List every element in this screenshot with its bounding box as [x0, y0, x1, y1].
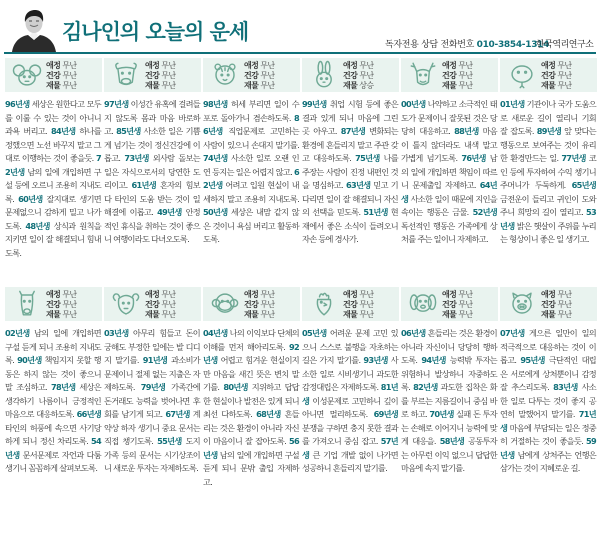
rating-love [244, 290, 300, 300]
birth-year: 93년생 [363, 355, 388, 365]
fortune-sentence: 혼자의 힘보다 타인의 도움 받는 것이 일 해결에 이롭고. [104, 180, 200, 217]
rating-label: 재물 [244, 310, 259, 319]
zodiac-badge [401, 287, 498, 321]
birth-year: 07년생 [500, 328, 525, 338]
fortune-sentence: 나약하고 소극적인 태도가 문제이니 잘못된 것은 당당히 대응하고. [401, 99, 497, 136]
birth-year: 83년생 [553, 382, 578, 392]
rating-label: 애정 [145, 290, 160, 299]
rating-value: 무난 [557, 290, 572, 299]
header-rule [4, 52, 596, 54]
fortune-text [104, 98, 200, 247]
fortune-sentence: 어렵고 힘겨운 현실이지만 마음을 새긴 뜻은 변치 말기를. [203, 355, 299, 392]
birth-year: 06년생 [401, 328, 426, 338]
fortune-sentence: 나의 이익보다 단체의 이해를 먼저 해아리도록. [203, 328, 299, 352]
zodiac-card [104, 287, 201, 527]
fortune-sentence: 사소한 일로 오랜 인연 등지는 일은 어렵지 않고. [203, 153, 299, 177]
rating-label: 건강 [541, 71, 556, 80]
rating-love [145, 61, 201, 71]
fortune-sentence: 남에게 상처주는 언행은 삼가는 것이 지혜로운 길. [500, 449, 596, 473]
zodiac-badge [5, 287, 102, 321]
fortune-sentence: 계약상 하자 생기니 중요 문서는 직접 챙기도록. [104, 409, 200, 446]
fortune-text [203, 98, 299, 247]
rating-value: 무난 [161, 290, 176, 299]
rating-health [541, 300, 597, 310]
fortune-sentence: 이성문제로 고민하니 깊이 아니면 멀리하도록. [302, 395, 398, 419]
fortune-sentence: 타인의 허풍에 속으면 사기당하게 되니 정신 차리도록. [5, 422, 101, 446]
rating-love [541, 61, 597, 71]
rating-label: 재물 [541, 310, 556, 319]
fortune-sentence: 사소한 일은 기쁨게 넘기는 것이 정신건강에 이롭고. [104, 126, 201, 163]
fortune-ratings [343, 61, 399, 91]
birth-year: 53년생 [500, 207, 596, 231]
birth-year: 56년생 [203, 436, 299, 460]
rating-value: 무난 [260, 300, 275, 309]
fortune-sentence: 공동투자는 아무런 이익 없으니 답답한 마음에 속지 말기를. [401, 436, 497, 473]
rating-value: 무난 [260, 61, 275, 70]
rating-label: 건강 [244, 71, 259, 80]
zodiac-card [203, 287, 300, 527]
rating-value: 무난 [458, 300, 473, 309]
fortune-sentence: 이성간 유혹에 걸려들지 않도록 몸과 마음 바로하고. [104, 99, 200, 136]
birth-year: 80년생 [223, 382, 248, 392]
sheep-icon [108, 288, 144, 320]
fortune-ratings [145, 61, 201, 91]
hotline [385, 37, 549, 50]
birth-year: 97년생 [104, 99, 129, 109]
rating-label: 애정 [343, 61, 358, 70]
birth-year: 73년생 [124, 153, 149, 163]
rating-value: 무난 [161, 81, 176, 90]
rating-value: 무난 [260, 81, 275, 90]
rating-love [145, 290, 201, 300]
birth-year: 81년생 [302, 382, 398, 406]
rating-value: 무난 [557, 300, 572, 309]
rating-label: 애정 [442, 61, 457, 70]
fortune-sentence: 나를 주장는 사람이 진정 내편인 것을 명심하고. [302, 153, 398, 190]
fortune-ratings [145, 290, 201, 320]
rating-value: 무난 [62, 61, 77, 70]
fortune-sentence: 안정적인 휴식을 취하는 것이 좋으니 여행이라도 다녀오도록. [104, 207, 200, 244]
rating-money [46, 310, 102, 320]
rat-icon [9, 59, 45, 91]
fortune-text [500, 98, 596, 247]
fortune-sentence: 상식과 원칙을 지키면 일이 잘 해결되니 힘내도록. [5, 220, 101, 258]
fortune-ratings [46, 61, 102, 91]
horse-icon [9, 288, 45, 320]
dragon-icon [405, 59, 441, 91]
zodiac-badge [302, 58, 399, 92]
rating-money [46, 81, 102, 91]
birth-year: 70년생 [429, 409, 454, 419]
birth-year: 85년생 [116, 126, 141, 136]
fortune-sentence: 지위하고 답답한 현실이나 발전은 있게 되니 최선 다하도록. [203, 382, 299, 419]
birth-year: 74년생 [203, 153, 228, 163]
fortune-text [104, 327, 200, 476]
rating-health [442, 300, 498, 310]
fortune-sentence: 사소한 일이 때문에 지인을 속이는 행동은 금물. [401, 193, 497, 217]
zodiac-card [500, 58, 597, 284]
zodiac-badge [203, 287, 300, 321]
rating-label: 재물 [343, 81, 358, 90]
zodiac-badge [203, 58, 300, 92]
hotline-label: 독자전용 상담 전화번호 [385, 40, 475, 50]
fortune-sentence: 세상은 내맘 같지 않은 것이니 욕심 버리고 활동하도록. [203, 207, 299, 244]
fortune-sentence: 앞 맞다는 행동으로 보여주는 것이 유리한 환경만드는 일. [500, 126, 596, 163]
fortune-sentence: 분쟁을 구하면 충지 못한 결과를 가져오니 중심 잡고. [302, 422, 398, 446]
monkey-icon [207, 288, 243, 320]
birth-year: 89년생 [536, 126, 562, 136]
fortune-sentence: 사소한 일로 다투는 것이 좋지 공연히 말했어지 말기를. [500, 382, 596, 419]
rating-label: 애정 [244, 61, 259, 70]
birth-year: 84년생 [50, 126, 76, 136]
birth-year: 72년생 [5, 153, 101, 177]
rating-value: 무난 [557, 61, 572, 70]
rating-value: 무난 [458, 71, 473, 80]
fortune-sentence: 아무리 힘들고 돈이 궁해도 부정한 일에는 발 디디지 말기를. [104, 328, 200, 365]
fortune-ratings [442, 61, 498, 91]
rating-money [343, 310, 399, 320]
rating-health [343, 71, 399, 81]
fortune-sentence: 능력밖 투자는 위험하니 발상하니 자중하도록. [401, 355, 497, 392]
rating-money [442, 310, 498, 320]
birth-year: 04년생 [203, 328, 228, 338]
rating-label: 애정 [442, 290, 457, 299]
zodiac-badge [401, 58, 498, 92]
fortune-sentence: 게으른 일만이 일의 적극적으로 대응하는 것이 이롭고. [500, 328, 596, 365]
rating-value: 무난 [359, 61, 374, 70]
dog-icon [405, 288, 441, 320]
zodiac-card [104, 58, 201, 284]
rating-value: 무난 [458, 310, 473, 319]
fortune-sentence: 금전운이 들리고 귀인이 도와주니 희망의 길이 열리고. [500, 193, 596, 217]
fortune-sentence: 과소비가 문제이니 절제 없는 지출은 자제하도록. [104, 355, 200, 392]
fortune-sentence: 남의 일에 개입하면 책임이 따르니 문제출입 자제하고. [401, 153, 497, 190]
rating-health [244, 71, 300, 81]
rating-label: 재물 [46, 81, 61, 90]
zodiac-card [302, 287, 399, 527]
zodiac-card [500, 287, 597, 527]
birth-year: 01년생 [500, 99, 525, 109]
fortune-ratings [541, 290, 597, 320]
fortune-sentence: 세상은 생각하기 나름이니 긍정적인 마음으로 대응하도록. [5, 382, 101, 419]
birth-year: 75년생 [355, 153, 380, 163]
rating-label: 건강 [244, 300, 259, 309]
tiger-icon [207, 59, 243, 91]
fortune-sentence: 직업문제로 고민하는 사람이 있으니 손대지 말기를. [203, 126, 299, 150]
fortune-sentence: 실패 돈 투자는 손해로 이어지니 능력에 맞게 대응을. [401, 409, 497, 446]
fortune-ratings [244, 290, 300, 320]
birth-year: 71년생 [500, 409, 596, 433]
zodiac-card [401, 58, 498, 284]
rating-love [343, 61, 399, 71]
fortune-sentence: 어려고 입원 현실이 내세하지 말고 조용히 지내도록. [203, 180, 299, 204]
rating-love [46, 290, 102, 300]
rating-health [244, 300, 300, 310]
fortune-ratings [244, 61, 300, 91]
rating-health [442, 71, 498, 81]
birth-year: 54년생 [5, 436, 101, 460]
birth-year: 91년생 [142, 355, 168, 365]
birth-year: 77년생 [561, 153, 586, 163]
rating-label: 건강 [442, 71, 457, 80]
page-header [0, 0, 600, 56]
birth-year: 95년생 [520, 355, 545, 365]
rating-value: 상승 [359, 81, 374, 90]
rating-value: 무난 [557, 310, 572, 319]
rating-value: 무난 [260, 290, 275, 299]
birth-year: 76년생 [461, 153, 486, 163]
birth-year: 59년생 [500, 436, 596, 460]
birth-year: 90년생 [17, 355, 42, 365]
rating-value: 무난 [161, 61, 176, 70]
birth-year: 02년생 [5, 328, 30, 338]
fortune-sentence: 밝은 햇살이 주위를 누리는 형상이니 좋은 일 생기고. [500, 220, 596, 244]
rating-value: 무난 [260, 71, 275, 80]
birth-year: 78년생 [50, 382, 76, 392]
zodiac-badge [302, 287, 399, 321]
zodiac-card [5, 58, 102, 284]
fortune-text [401, 98, 497, 247]
birth-year: 48년생 [25, 220, 50, 231]
birth-year: 55년생 [157, 436, 182, 446]
birth-year: 00년생 [401, 99, 426, 109]
fortune-sentence: 남의 일에 개입하면 구설 듣게 되니 문밖 출입 자제하고. [203, 449, 299, 487]
rating-label: 재물 [442, 310, 457, 319]
fortune-sentence: 도지 가족 등의 문서는 시기상조이니 새로운 투자는 자제하도록. [104, 436, 200, 473]
rooster-icon [306, 288, 342, 320]
rating-label: 건강 [343, 71, 358, 80]
rating-label: 건강 [145, 71, 160, 80]
birth-year: 87년생 [340, 126, 366, 136]
zodiac-badge [104, 58, 201, 92]
fortune-text [302, 98, 398, 247]
fortune-text [203, 327, 299, 489]
rating-money [145, 81, 201, 91]
fortune-sentence: 마음에 부담되는 일은 정중히 거절하는 것이 좋을듯. [500, 422, 596, 446]
fortune-text [500, 327, 596, 476]
rating-value: 무난 [62, 310, 77, 319]
rating-value: 무난 [359, 310, 374, 319]
organization-name: 한국역리연구소 [536, 40, 594, 50]
rating-value: 무난 [161, 310, 176, 319]
fortune-sentence: 잘지대로 생기면 문제없으니 감하게 밀고 나가도록. [5, 193, 101, 231]
fortune-text [5, 98, 101, 260]
rating-value: 무난 [62, 300, 77, 309]
fortune-sentence: 큰 기업 개발 없이 나가면 성공하니 흔들리지 말기를. [302, 449, 398, 473]
rating-label: 재물 [145, 81, 160, 90]
rating-money [541, 310, 597, 320]
rating-health [145, 71, 201, 81]
fortune-text [401, 327, 497, 476]
rating-label: 애정 [343, 290, 358, 299]
birth-year: 58년생 [439, 436, 465, 446]
rating-label: 건강 [145, 300, 160, 309]
zodiac-card [401, 287, 498, 527]
rating-label: 재물 [442, 81, 457, 90]
fortune-sentence: 하나를 정했으면 노선 바꾸지 말고 그대로 이행하는 것이 좋을듯. [5, 126, 101, 163]
author-portrait [8, 6, 60, 52]
rating-money [145, 310, 201, 320]
rating-value: 무난 [62, 71, 77, 80]
rating-health [46, 71, 102, 81]
birth-year: 88년생 [454, 126, 479, 136]
rating-health [145, 300, 201, 310]
birth-year: 05년생 [302, 328, 327, 338]
rating-label: 애정 [541, 61, 556, 70]
rating-value: 무난 [62, 81, 77, 90]
rating-label: 건강 [343, 300, 358, 309]
rating-money [244, 81, 300, 91]
fortune-sentence: 외사람 돌보는 일은 자식으로서의 당연한 도리이고. [104, 153, 200, 190]
fortune-sentence: 과도한 집착은 화를 부르는 지름길이니 중심 바로 하고. [401, 382, 498, 419]
zodiac-badge [500, 287, 597, 321]
snake-icon [504, 59, 540, 91]
birth-year: 82년생 [413, 382, 438, 392]
birth-year: 96년생 [5, 99, 30, 109]
rating-love [244, 61, 300, 71]
rating-value: 무난 [359, 290, 374, 299]
fortune-sentence: 책임지지 못할 행동은 하지 않는 것이 좋으니 말 조심하고. [5, 355, 102, 392]
fortune-sentence: 현재에서 좋은 소식이 들려오니 자손 등에 경사가. [302, 207, 398, 244]
rating-value: 무난 [557, 81, 572, 90]
fortune-sentence: 사소한 일로 시비생기니 과도한 감정대립은 자제하도록. [302, 355, 398, 392]
rating-label: 건강 [46, 71, 61, 80]
birth-year: 66년생 [76, 409, 101, 419]
pig-icon [504, 288, 540, 320]
rating-love [343, 290, 399, 300]
fortune-ratings [46, 290, 102, 320]
zodiac-card [203, 58, 300, 284]
birth-year: 52년생 [472, 207, 497, 217]
fortune-sentence: 어려운 문제 고민 있으니 스스로 불행을 자초하는 길은 가지 말기를. [302, 328, 398, 365]
rating-value: 무난 [557, 71, 572, 80]
fortune-sentence: 가족간에 돈거래도 능력을 벗어나면 후회를 남기게 되고. [104, 382, 200, 419]
birth-year: 79년생 [140, 382, 166, 392]
rating-label: 애정 [46, 61, 61, 70]
rating-love [442, 61, 498, 71]
fortune-sentence: 기관이나 국가 도움으로 새로운 길이 열리니 기회 잘 잡도록. [500, 99, 596, 136]
rating-health [46, 300, 102, 310]
birth-year: 65년생 [571, 180, 596, 190]
rating-value: 무난 [260, 310, 275, 319]
page-title: 김나인의 오늘의 운세 [62, 20, 249, 44]
rabbit-icon [306, 59, 342, 91]
rating-label: 건강 [46, 300, 61, 309]
birth-year: 57년생 [302, 436, 398, 460]
birth-year: 62년생 [203, 166, 299, 190]
birth-year: 92년생 [203, 341, 299, 365]
fortune-ratings [541, 61, 597, 91]
fortune-sentence: 마음이 틀지 않더라도 내색 말고 가볍게 넘기도록. [401, 126, 497, 163]
birth-year: 98년생 [203, 99, 228, 109]
rating-label: 애정 [46, 290, 61, 299]
rating-label: 재물 [145, 310, 160, 319]
rating-value: 무난 [359, 71, 374, 80]
birth-year: 60년생 [18, 193, 43, 204]
hotline-number: 010-3854-1314 [476, 40, 550, 50]
rating-value: 무난 [458, 290, 473, 299]
fortune-text [5, 327, 101, 476]
fortune-sentence: 남의 일에 개입하면 구설 듣게 되니 조용히 지내도록. [5, 328, 101, 365]
fortune-sentence: 흔들리는 것은 환경이 아니라 자신이 마음이니 잘 잡아도록. [203, 409, 299, 446]
fortune-sentence: 극단적인 대립은 서로에게 상처뿐이니 감정 잘 추스리도록. [500, 355, 596, 392]
rating-love [442, 290, 498, 300]
rating-value: 무난 [458, 61, 473, 70]
fortune-ratings [442, 290, 498, 320]
fortune-sentence: 흔들리는 것은 환경이 아니라 자신이니 당당히 행하도록. [401, 328, 497, 365]
fortune-sentence: 믿고 기다리면 일이 잘 해결되니 자신의 선택을 믿도록. [302, 180, 398, 217]
fortune-sentence: 독선적인 행동은 가족에게 상처를 주는 일이니 자제하고. [401, 220, 497, 244]
fortune-sentence: 변화되는 환경에 흔들리지 말고 주관 갖고 대응하도록. [302, 126, 398, 163]
birth-year: 50년생 [203, 207, 228, 217]
zodiac-card [5, 287, 102, 527]
rating-value: 무난 [161, 71, 176, 80]
birth-year: 03년생 [104, 328, 129, 338]
rating-value: 무난 [359, 300, 374, 309]
birth-year: 64년생 [401, 180, 497, 204]
birth-year: 99년생 [302, 99, 327, 109]
rating-label: 애정 [145, 61, 160, 70]
rating-money [244, 310, 300, 320]
rating-value: 무난 [458, 81, 473, 90]
rating-love [46, 61, 102, 71]
rating-label: 재물 [343, 310, 358, 319]
fortune-sentence: 취업 시험 등에 좋은 결과 있게 되니 마음에 그린 곳 아우고. [302, 99, 398, 136]
fortune-text [302, 327, 398, 476]
rating-love [541, 290, 597, 300]
rating-money [442, 81, 498, 91]
birth-year: 86년생 [203, 112, 299, 136]
rating-money [541, 81, 597, 91]
fortune-sentence: 세상은 원한다고 모두를 이룰 수 있는 것이 아니니 과욕 버리고. [5, 99, 101, 136]
rating-label: 건강 [541, 300, 556, 309]
zodiac-badge [5, 58, 102, 92]
birth-year: 67년생 [165, 409, 190, 419]
zodiac-badge [104, 287, 201, 321]
fortune-sentence: 허세 부리면 일이 수포로 돌아가니 겸손하도록. [203, 99, 299, 123]
birth-year: 94년생 [421, 355, 446, 365]
fortune-ratings [343, 290, 399, 320]
fortune-sentence: 문서문제로 자언과 다툼 생기니 꼼꼼하게 살펴보도록. [5, 449, 101, 473]
zodiac-badge [500, 58, 597, 92]
rating-label: 재물 [46, 310, 61, 319]
birth-year: 63년생 [345, 180, 371, 190]
zodiac-card [302, 58, 399, 284]
birth-year: 51년생 [363, 207, 388, 217]
fortune-sentence: 코인 등에 투자하여 수익 챙기니 주머니가 두둑하게. [500, 153, 596, 190]
birth-year: 61년생 [131, 180, 156, 190]
rating-label: 건강 [442, 300, 457, 309]
rating-health [541, 71, 597, 81]
rating-label: 재물 [541, 81, 556, 90]
rating-value: 무난 [62, 290, 77, 299]
rating-label: 재물 [244, 81, 259, 90]
birth-year: 68년생 [256, 409, 281, 419]
fortune-sentence: 남의 일에 개입하면 구설 등에 오르니 조용히 지내도록. [5, 166, 101, 204]
rating-label: 애정 [244, 290, 259, 299]
birth-year: 49년생 [157, 207, 182, 217]
ox-icon [108, 59, 144, 91]
rating-health [343, 300, 399, 310]
rating-label: 애정 [541, 290, 556, 299]
rating-value: 무난 [161, 300, 176, 309]
birth-year: 69년생 [373, 409, 398, 419]
rating-money [343, 81, 399, 91]
